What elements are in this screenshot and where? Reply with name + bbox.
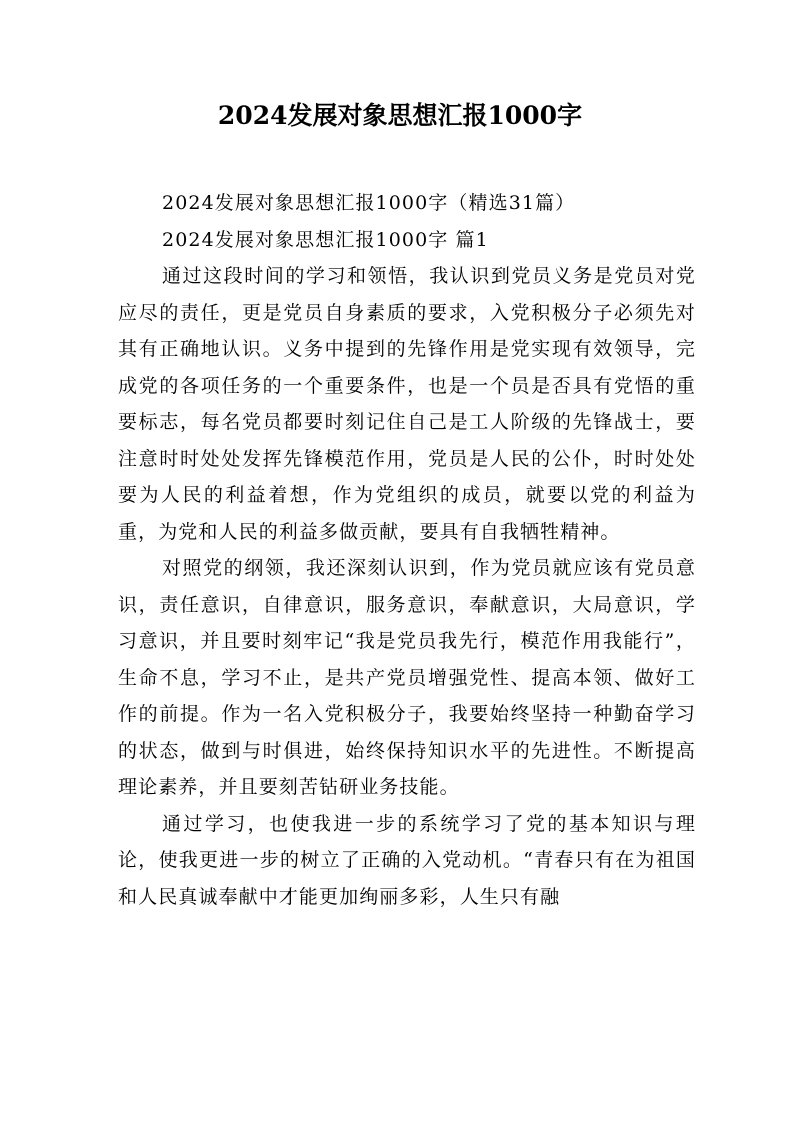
document-title: 2024发展对象思想汇报1000字 — [217, 101, 583, 130]
part-subtitle: 2024发展对象思想汇报1000字 篇1 — [162, 228, 489, 251]
body-paragraph: 通过学习，也使我进一步的系统学习了党的基本知识与理论，使我更进一步的树立了正确的入党动机。“青春只有在为祖国和人民真诚奉献中才能更加绚丽多彩，人生只有融 — [118, 812, 696, 908]
body-paragraph: 对照党的纲领，我还深刻认识到，作为党员就应该有党员意识，责任意识，自律意识，服务意识，奉献意识，大局意识，学习意识，并且要时刻牢记“我是党员我先行，模范作用我能行”，生命不息，学习不止，是共产党员增强党性、提高本领、做好工作的前提。作为一名入党积极分子，我要始终坚持一种勤奋学习的状态，做到与时俱进，始终保持知识水平的先进性。不断提高理论素养，并且要刻苦钻研业务技能。 — [118, 557, 696, 798]
body-paragraph: 通过这段时间的学习和领悟，我认识到党员义务是党员对党应尽的责任，更是党员自身素质的要求，入党积极分子必须先对其有正确地认识。义务中提到的先锋作用是党实现有效领导，完成党的各项任务的一个重要条件，也是一个员是否具有党悟的重要标志，每名党员都要时刻记住自己是工人阶级的先锋战士，要注意时时处处发挥先锋模范作用，党员是人民的公仆，时时处处要为人民的利益着想，作为党组织的成员，就要以党的利益为重，为党和人民的利益多做贡献，要具有自我牺牲精神。 — [118, 265, 696, 543]
collection-subtitle: 2024发展对象思想汇报1000字（精选31篇） — [162, 192, 576, 214]
document-body — [118, 185, 696, 915]
